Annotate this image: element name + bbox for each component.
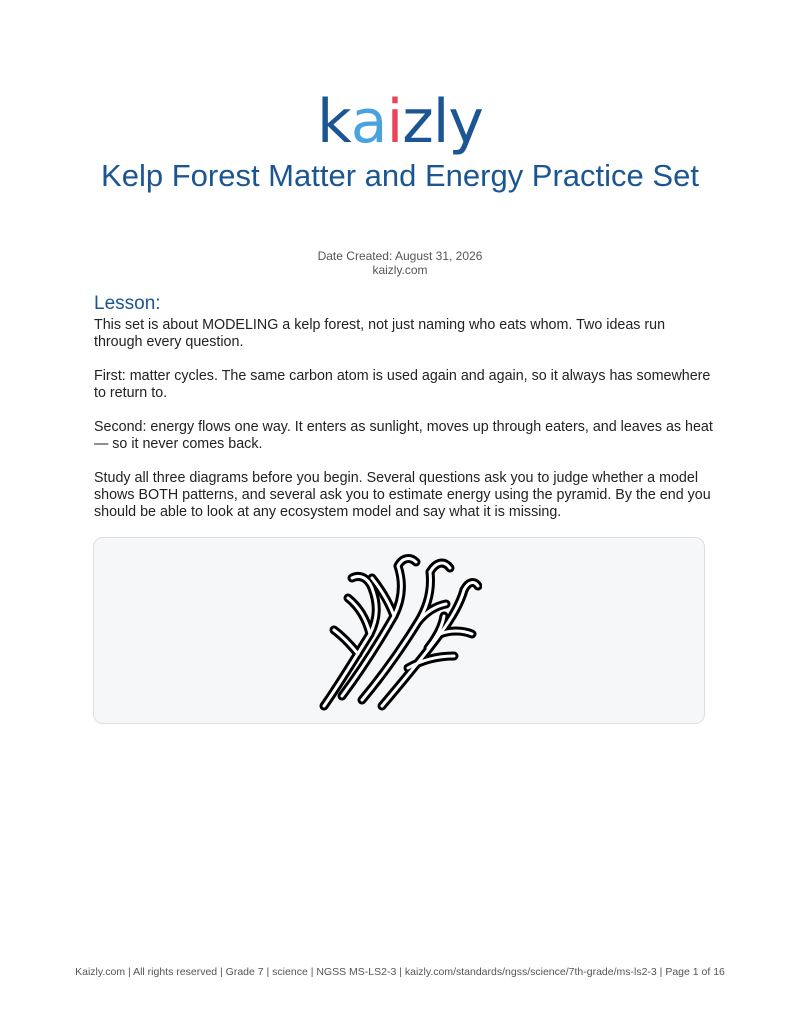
lesson-heading: Lesson: bbox=[94, 293, 161, 314]
lesson-body bbox=[94, 317, 714, 538]
logo-letter-a: a bbox=[350, 87, 387, 157]
document-meta bbox=[0, 249, 800, 277]
site-name: kaizly.com bbox=[372, 263, 428, 277]
page-title: Kelp Forest Matter and Energy Practice Set bbox=[101, 158, 699, 193]
logo-letter-l: l bbox=[432, 87, 449, 157]
lesson-paragraph: First: matter cycles. The same carbon atom is used again and again, so it always has somewhere to return to. bbox=[94, 368, 711, 401]
page-footer: Kaizly.com | All rights reserved | Grade 7 | science | NGSS MS-LS2-3 | kaizly.com/standards/ngss/science/7th-grade/ms-ls2-3 | Page 1 of 16 bbox=[75, 966, 725, 978]
logo-letter-z: z bbox=[402, 87, 433, 157]
date-created: Date Created: August 31, 2026 bbox=[317, 249, 483, 263]
logo-letter-i: i bbox=[386, 87, 403, 157]
lesson-paragraph: This set is about MODELING a kelp forest, not just naming who eats whom. Two ideas run through every question. bbox=[94, 317, 666, 350]
lesson-paragraph: Study all three diagrams before you begin. Several questions ask you to judge whether a model shows BOTH patterns, and several ask you to estimate energy using the pyramid. By the end you should be able to look at any ecosystem model and say what it is missing. bbox=[94, 470, 711, 520]
logo-letter-k: k bbox=[317, 87, 351, 157]
kaizly-logo bbox=[0, 88, 800, 156]
kelp-icon bbox=[318, 548, 482, 714]
logo-letter-y: y bbox=[448, 87, 483, 157]
lesson-paragraph: Second: energy flows one way. It enters as sunlight, moves up through eaters, and leaves as heat — so it never comes back. bbox=[94, 419, 713, 452]
